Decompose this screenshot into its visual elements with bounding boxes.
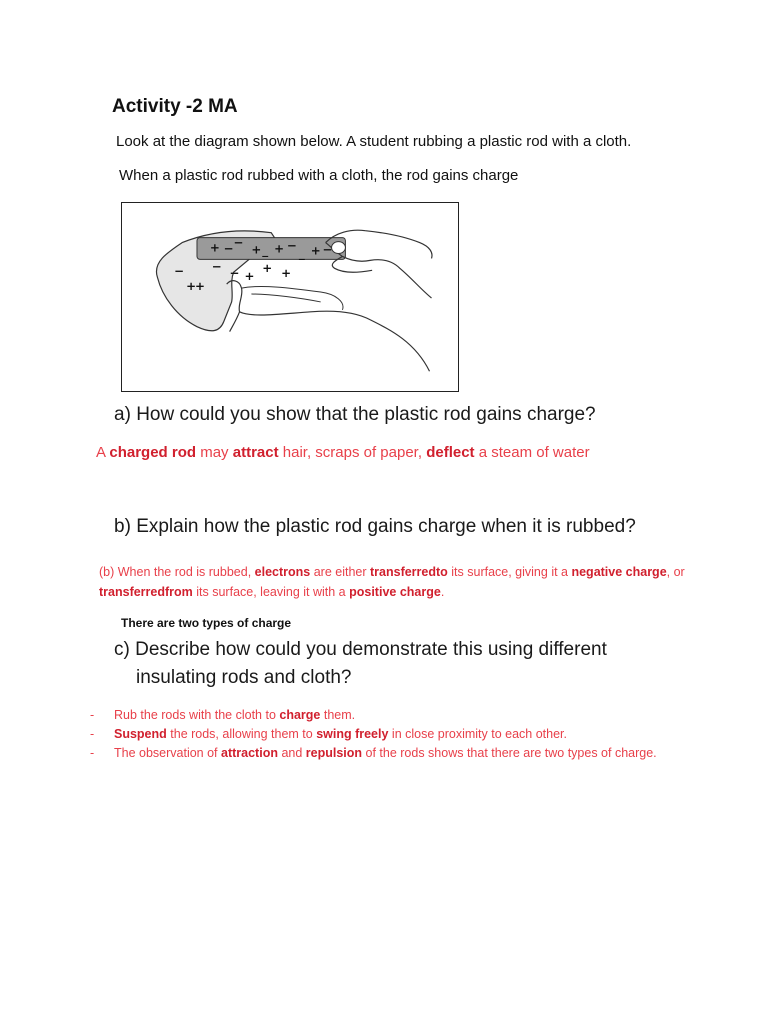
cloth-charge-symbol: + (195, 279, 205, 294)
question-a-text: How could you show that the plastic rod gains charge? (136, 404, 596, 425)
rod-charge-symbol: − (287, 238, 297, 253)
cloth-charge-symbol: + (244, 269, 255, 284)
answer-c-run: Suspend (114, 727, 167, 741)
answer-c-run: Rub the rods with the cloth to (114, 708, 280, 722)
question-c-text-2: insulating rods and cloth? (136, 667, 352, 688)
page-title: Activity -2 MA (112, 96, 238, 117)
answer-a-run: hair, scraps of paper, (278, 444, 427, 461)
answer-c-run: in close proximity to each other. (388, 727, 567, 741)
cloth-charge-symbol: + (262, 261, 273, 276)
question-c-label: c) (114, 639, 130, 660)
rod-charge-symbol: + (274, 241, 285, 256)
question-b-label: b) (114, 516, 131, 537)
answer-a-run: may (196, 444, 233, 461)
bullet-dash: - (90, 708, 95, 722)
answer-c-item (90, 744, 710, 763)
note-two-types: There are two types of charge (121, 616, 292, 630)
bullet-dash: - (90, 746, 95, 760)
answer-c-run: charge (279, 708, 321, 722)
answer-c-run: of the rods shows that there are two types of charge. (362, 746, 657, 760)
answer-b-run: its surface, leaving it with a (192, 585, 350, 599)
answer-a-run: attract (232, 444, 279, 461)
answer-a-run: A (96, 444, 110, 461)
cloth-charge-symbol: − (229, 266, 240, 281)
answer-c-item (90, 725, 710, 744)
answer-b-run: positive charge (349, 585, 441, 599)
answer-b-run: , or (666, 565, 685, 579)
lower-hand-fingers (242, 286, 343, 309)
rod-charge-symbol: − (233, 235, 244, 250)
rod-charge-symbol: _ (262, 243, 269, 258)
rod-and-cloth-illustration (122, 203, 458, 391)
intro-line-1: Look at the diagram shown below. A student rubbing a plastic rod with a cloth. (116, 133, 632, 150)
cloth-charge-symbol: − (211, 259, 222, 274)
question-b (114, 516, 636, 538)
answer-b-run: (b) When the rod is rubbed, (99, 565, 255, 579)
answer-c-list (90, 706, 710, 763)
question-c-text-1: Describe how could you demonstrate this using different (135, 639, 607, 660)
cloth-charge-symbol: − (174, 264, 185, 279)
question-b-text: Explain how the plastic rod gains charge when it is rubbed? (136, 516, 636, 537)
answer-a (96, 444, 590, 461)
answer-b-run: transferredfrom (99, 585, 193, 599)
answer-c-run: the rods, allowing them to (166, 727, 317, 741)
answer-c-run: swing freely (316, 727, 389, 741)
answer-a-run: charged rod (109, 444, 197, 461)
answer-c-item (90, 706, 710, 725)
answer-c-run: them. (320, 708, 356, 722)
answer-c-run: The observation of (114, 746, 222, 760)
answer-c-text (114, 744, 657, 763)
rod-charge-symbol: + (251, 242, 262, 257)
rod-charge-symbol: − (322, 242, 333, 257)
answer-b-run: are either (310, 565, 370, 579)
question-c (114, 636, 607, 692)
answer-a-run: a steam of water (474, 444, 590, 461)
thumb (332, 242, 346, 254)
answer-a-run: deflect (426, 444, 475, 461)
rod-charge-symbol: + (310, 243, 321, 258)
rod-charge-symbol: _ (298, 246, 305, 261)
cloth-charge-symbol: + (281, 266, 292, 281)
cloth-charge-symbol: + (186, 279, 197, 294)
answer-b-run: negative charge (571, 565, 667, 579)
bullet-dash: - (90, 727, 95, 741)
answer-c-text (114, 706, 355, 725)
answer-b-run: transferredto (370, 565, 448, 579)
answer-c-text (114, 725, 567, 744)
answer-b (99, 562, 699, 602)
rod-charge-symbol: + (209, 240, 220, 255)
rubbing-rod-diagram (121, 202, 459, 392)
answer-c-run: attraction (221, 746, 278, 760)
answer-b-run: electrons (254, 565, 311, 579)
answer-c-run: and (277, 746, 306, 760)
answer-b-run: its surface, giving it a (447, 565, 572, 579)
answer-b-run: . (440, 585, 445, 599)
question-a-label: a) (114, 404, 131, 425)
question-a (114, 404, 596, 426)
rod-charge-symbol: − (223, 241, 234, 256)
intro-line-2: When a plastic rod rubbed with a cloth, the rod gains charge (119, 167, 519, 184)
answer-c-run: repulsion (305, 746, 363, 760)
